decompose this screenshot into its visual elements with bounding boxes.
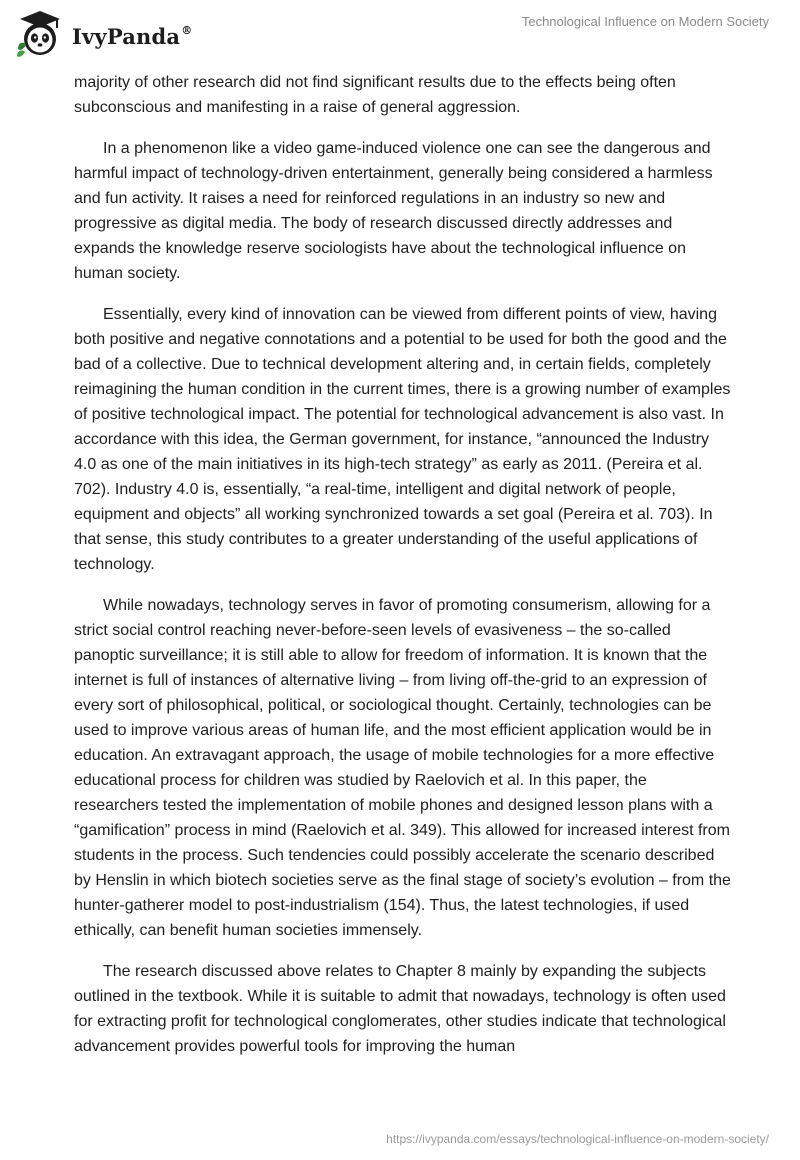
document-title: Technological Influence on Modern Society bbox=[521, 14, 769, 29]
brand-name: IvyPanda® bbox=[72, 23, 193, 49]
ivypanda-logo[interactable] bbox=[14, 9, 192, 59]
source-url[interactable]: https://ivypanda.com/essays/technological-influence-on-modern-society/ bbox=[386, 1132, 769, 1146]
panda-logo-icon bbox=[14, 9, 66, 59]
paragraph: While nowadays, technology serves in favor of promoting consumerism, allowing for a strict social control reaching never-before-seen levels of evasiveness – the so-called panoptic surveillance; it is still able to allow for freedom of information. It is known that the internet is full of instances of alternative living – from living off-the-grid to an expression of every sort of philosophical, political, or sociological thought. Certainly, technologies can be used to improve various areas of human life, and the most efficient application would be in education. An extravagant approach, the usage of mobile technologies for a more effective educational process for children was studied by Raelovich et al. In this paper, the researchers tested the implementation of mobile phones and designed lesson plans with a “gamification” process in mind (Raelovich et al. 349). This allowed for increased interest from students in the process. Such tendencies could possibly accelerate the scenario described by Henslin in which biotech societies serve as the final stage of society’s evolution – from the hunter-gatherer model to post-industrialism (154). Thus, the latest technologies, if used ethically, can benefit human societies immensely. bbox=[74, 597, 731, 939]
paragraph: Essentially, every kind of innovation can be viewed from different points of view, having both positive and negative connotations and a potential to be used for both the good and the bad of a collective. Due to technical development altering and, in certain fields, completely reimagining the human condition in the current times, there is a growing number of examples of positive technological impact. The potential for technological advancement is also vast. In accordance with this idea, the German government, for instance, “announced the Industry 4.0 as one of the main initiatives in its high-tech strategy” as early as 2011. (Pereira et al. 702). Industry 4.0 is, essentially, “a real-time, intelligent and digital network of people, equipment and objects” all working synchronized towards a set goal (Pereira et al. 703). In that sense, this study contributes to a greater understanding of the useful applications of technology. bbox=[74, 306, 731, 573]
paragraph: The research discussed above relates to Chapter 8 mainly by expanding the subjects outlined in the textbook. While it is suitable to admit that nowadays, technology is often used for extracting profit for technological conglomerates, other studies indicate that technological advancement provides powerful tools for improving the human bbox=[74, 963, 726, 1055]
essay-body bbox=[74, 70, 734, 1075]
paragraph: In a phenomenon like a video game-induced violence one can see the dangerous and harmful impact of technology-driven entertainment, generally being considered a harmless and fun activity. It raises a need for reinforced regulations in an industry so new and progressive as digital media. The body of research discussed directly addresses and expands the knowledge reserve sociologists have about the technological influence on human society. bbox=[74, 140, 713, 282]
paragraph: majority of other research did not find significant results due to the effects being often subconscious and manifesting in a raise of general aggression. bbox=[74, 74, 676, 116]
page-header bbox=[0, 0, 800, 70]
